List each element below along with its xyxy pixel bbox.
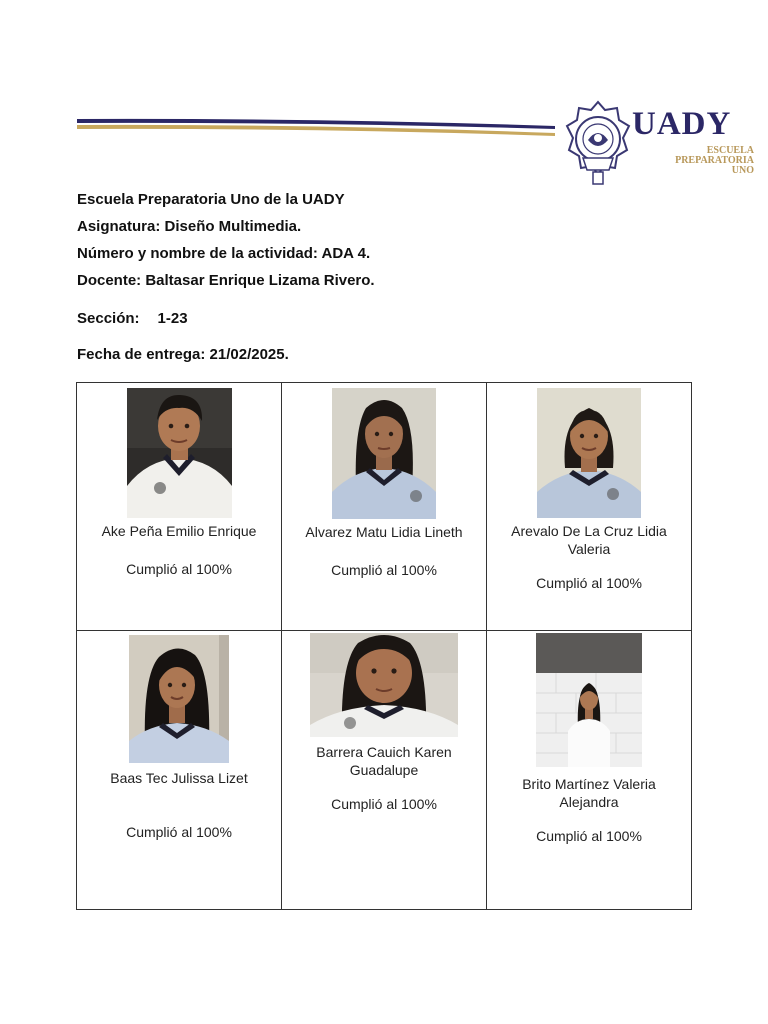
student-name: Arevalo De La Cruz Lidia Valeria — [511, 523, 667, 557]
logo-subtitle — [652, 146, 754, 176]
student-status: Cumplió al 100% — [126, 561, 232, 577]
section-value: 1-23 — [157, 310, 188, 327]
logo-wordmark: UADY — [632, 106, 732, 142]
student-photo — [310, 633, 458, 737]
student-photo — [536, 633, 642, 767]
subject-line: Asignatura: Diseño Multimedia. — [77, 218, 302, 235]
student-card — [282, 383, 487, 631]
student-photo — [129, 635, 229, 763]
student-card — [487, 631, 692, 910]
student-card — [77, 631, 282, 910]
student-photo — [537, 388, 641, 518]
student-status: Cumplió al 100% — [536, 828, 642, 844]
logo-sub-line: UNO — [731, 165, 754, 176]
section-label: Sección: — [77, 310, 140, 327]
table-row — [77, 383, 692, 631]
student-name: Barrera Cauich Karen Guadalupe — [316, 744, 452, 778]
student-status: Cumplió al 100% — [126, 824, 232, 840]
logo-sub-line: PREPARATORIA — [675, 155, 754, 166]
school-name: Escuela Preparatoria Uno de la UADY — [77, 191, 345, 208]
student-card — [282, 631, 487, 910]
student-name: Alvarez Matu Lidia Lineth — [305, 524, 463, 540]
activity-line: Número y nombre de la actividad: ADA 4. — [77, 245, 371, 262]
uady-seal-icon — [565, 100, 631, 186]
student-photo — [127, 388, 232, 518]
student-name: Brito Martínez Valeria Alejandra — [522, 776, 656, 810]
student-name: Ake Peña Emilio Enrique — [101, 523, 257, 539]
header-lines — [77, 116, 555, 146]
student-status: Cumplió al 100% — [536, 575, 642, 591]
delivery-date-line: Fecha de entrega: 21/02/2025. — [77, 346, 289, 363]
student-photo — [332, 388, 436, 519]
student-card — [77, 383, 282, 631]
student-card — [487, 383, 692, 631]
section-line — [77, 310, 188, 328]
student-status: Cumplió al 100% — [331, 562, 437, 578]
logo-sub-line: ESCUELA — [706, 145, 754, 156]
student-name: Baas Tec Julissa Lizet — [110, 770, 248, 786]
table-row — [77, 631, 692, 910]
student-status: Cumplió al 100% — [331, 796, 437, 812]
teacher-line: Docente: Baltasar Enrique Lizama Rivero. — [77, 272, 375, 289]
students-table — [76, 382, 692, 910]
